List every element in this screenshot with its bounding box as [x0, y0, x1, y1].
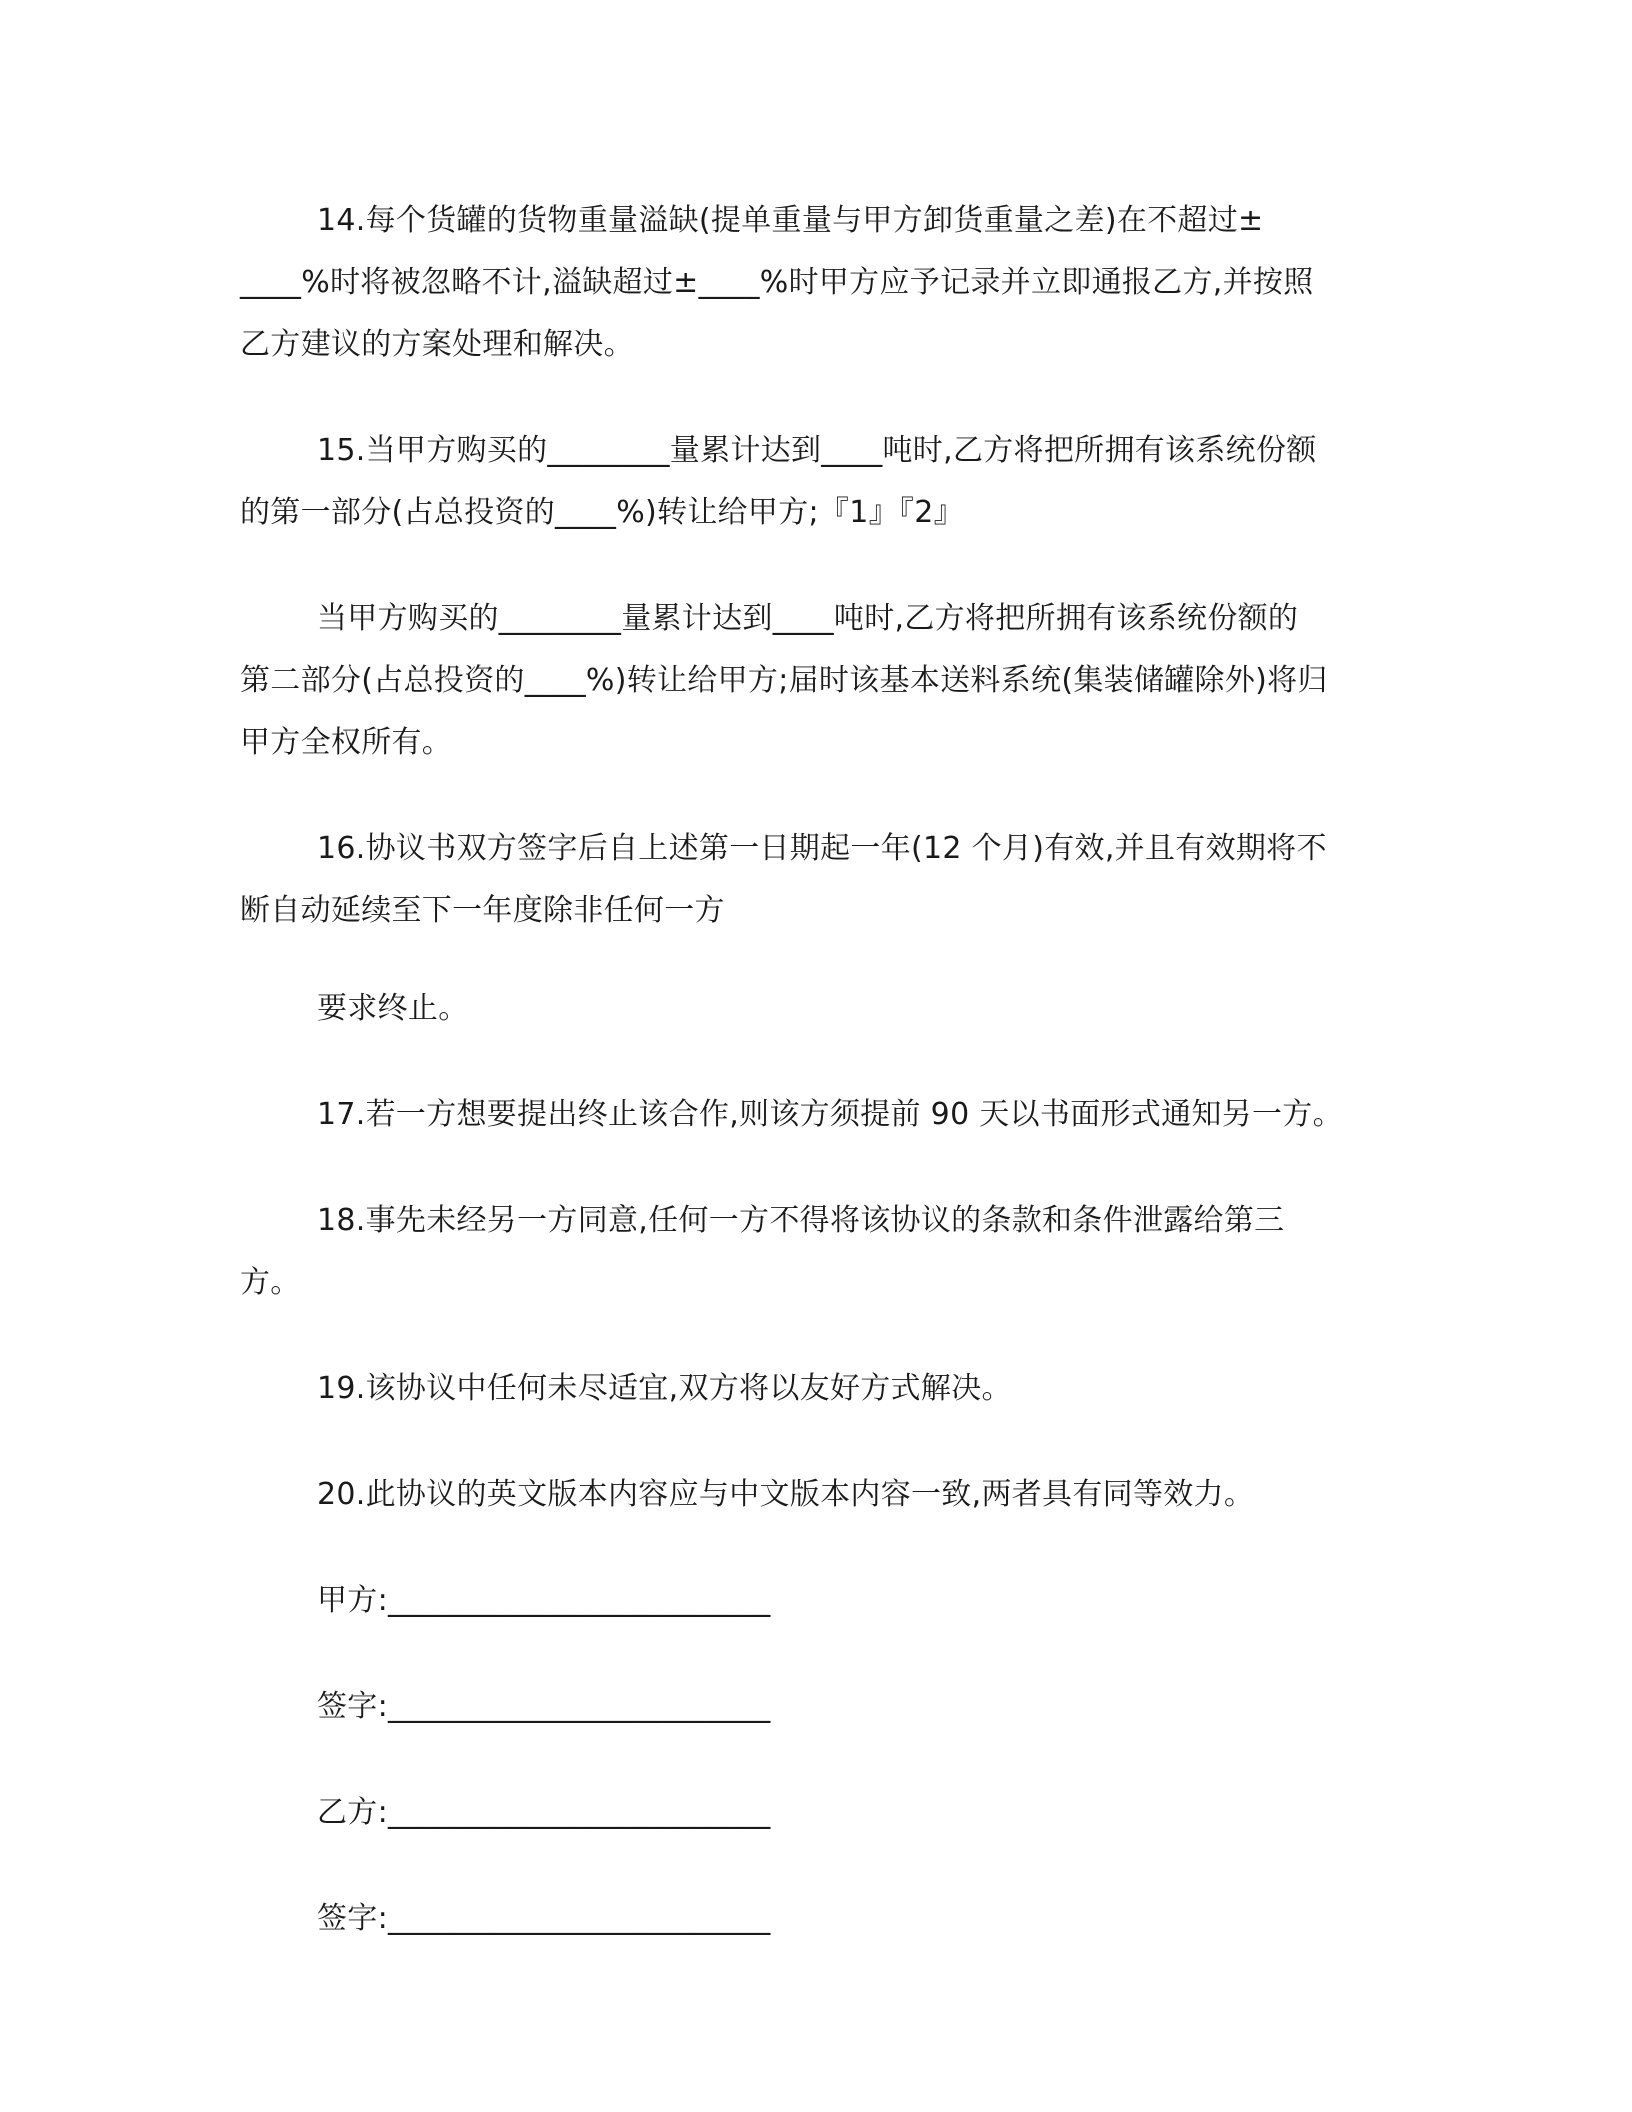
clause-16-line-1: 16.协议书双方签字后自上述第一日期起一年(12 个月)有效,并且有效期将不 [317, 831, 1327, 866]
clause-20: 20.此协议的英文版本内容应与中文版本内容一致,两者具有同等效力。 [317, 1477, 1255, 1512]
clause-19: 19.该协议中任何未尽适宜,双方将以友好方式解决。 [317, 1371, 1012, 1406]
clause-16 [240, 818, 1390, 942]
clause-16-line-2: 断自动延续至下一年度除非任何一方 [240, 893, 725, 928]
clause-14 [240, 190, 1390, 376]
clause-14-line-1: 14.每个货罐的货物重量溢缺(提单重量与甲方卸货重量之差)在不超过± [317, 203, 1264, 238]
clause-15-part-2 [240, 588, 1390, 774]
clause-15-part-1 [240, 420, 1390, 544]
clause-15b-line-3: 甲方全权所有。 [240, 725, 453, 760]
clause-18-line-2: 方。 [240, 1265, 301, 1300]
clause-15a-line-2: 的第一部分(占总投资的____%)转让给甲方;『1』『2』 [240, 495, 964, 530]
clause-16-continuation: 要求终止。 [317, 991, 469, 1026]
party-b-line: 乙方:_________________________ [317, 1795, 771, 1830]
party-a-line: 甲方:_________________________ [317, 1583, 771, 1618]
clause-17: 17.若一方想要提出终止该合作,则该方须提前 90 天以书面形式通知另一方。 [317, 1097, 1343, 1132]
clause-15a-line-1: 15.当甲方购买的________量累计达到____吨时,乙方将把所拥有该系统份额 [317, 433, 1317, 468]
clause-18-line-1: 18.事先未经另一方同意,任何一方不得将该协议的条款和条件泄露给第三 [317, 1203, 1285, 1238]
clause-15b-line-1: 当甲方购买的________量累计达到____吨时,乙方将把所拥有该系统份额的 [317, 601, 1299, 636]
clause-15b-line-2: 第二部分(占总投资的____%)转让给甲方;届时该基本送料系统(集装储罐除外)将归 [240, 663, 1328, 698]
clause-18 [240, 1190, 1390, 1314]
party-b-signature-line: 签字:_________________________ [317, 1901, 771, 1936]
party-a-signature-line: 签字:_________________________ [317, 1689, 771, 1724]
clause-14-line-2: ____%时将被忽略不计,溢缺超过±____%时甲方应予记录并立即通报乙方,并按照 [240, 265, 1314, 300]
clause-14-line-3: 乙方建议的方案处理和解决。 [240, 327, 634, 362]
document-page [240, 190, 1390, 1994]
